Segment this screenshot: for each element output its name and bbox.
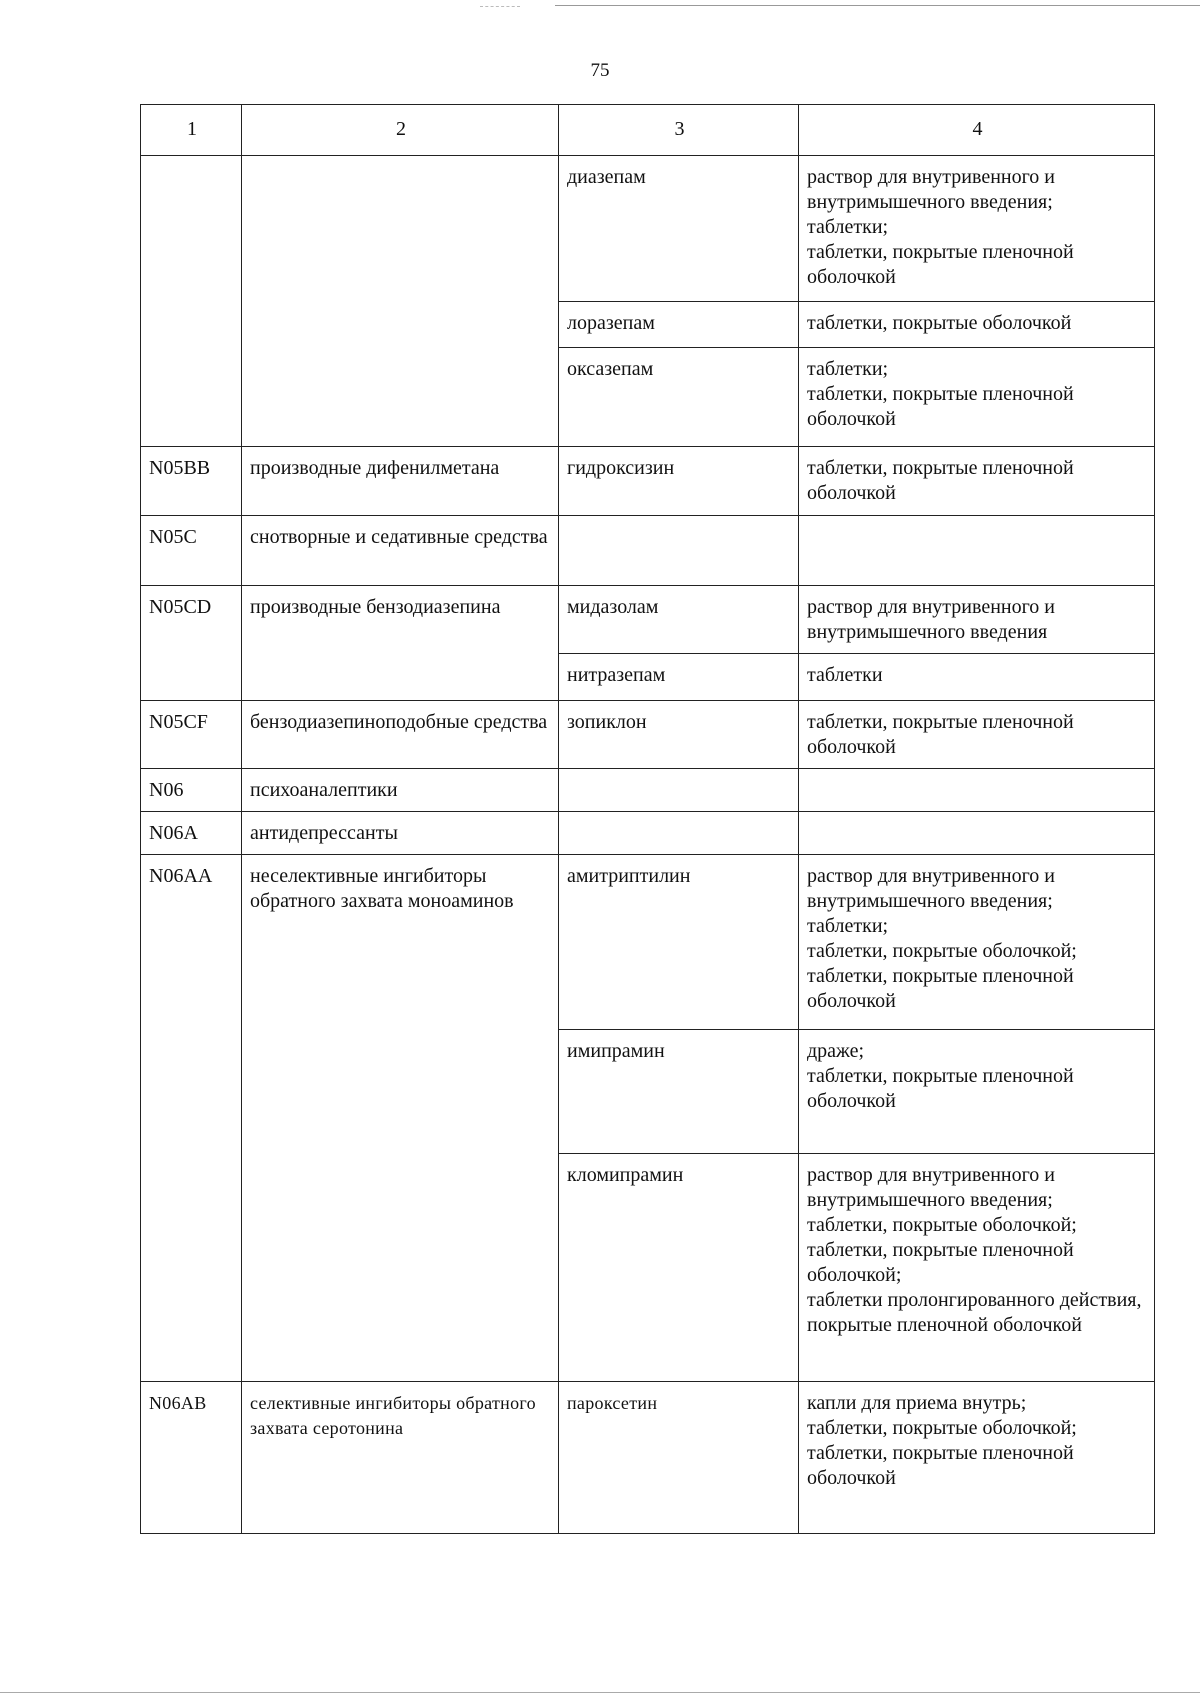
dosage-form: таблетки, покрытые пленочной оболочкой (807, 965, 1074, 1012)
dosage-form: таблетки; (807, 216, 889, 238)
table-row (141, 654, 1155, 701)
forms-cell (799, 812, 1155, 855)
table-row (141, 156, 1155, 302)
drug-cell (559, 516, 799, 586)
drug-cell: амитриптилин (559, 855, 799, 1030)
drug-cell (559, 1382, 799, 1534)
drug-table (140, 104, 1155, 1534)
scan-artifact (480, 6, 520, 7)
dosage-form: таблетки, покрытые оболочкой; (807, 1417, 1077, 1439)
group-cell: психоаналептики (242, 769, 559, 812)
atc-code: N05CF (141, 701, 242, 769)
table-row (141, 516, 1155, 586)
dosage-form: раствор для внутривенного и внутримышечного введения; (807, 166, 1056, 213)
table-row (141, 855, 1155, 1030)
table-row (141, 1030, 1155, 1154)
forms-cell (799, 1382, 1155, 1534)
dosage-form: таблетки, покрытые пленочной оболочкой (807, 711, 1074, 758)
dosage-form: раствор для внутривенного и внутримышечного введения; (807, 1164, 1056, 1211)
drug-cell: диазепам (559, 156, 799, 302)
dosage-form: таблетки; (807, 915, 889, 937)
dosage-form: таблетки, покрытые пленочной оболочкой (807, 241, 1074, 288)
table-row (141, 348, 1155, 447)
forms-cell (799, 654, 1155, 701)
table-row (141, 447, 1155, 516)
group-cell (242, 1382, 559, 1534)
table-row (141, 701, 1155, 769)
dosage-form: таблетки, покрытые пленочной оболочкой (807, 383, 1074, 430)
dosage-form: таблетки, покрытые оболочкой; (807, 1214, 1077, 1236)
dosage-form: таблетки, покрытые оболочкой (807, 312, 1072, 334)
atc-code: N05C (141, 516, 242, 586)
forms-cell (799, 348, 1155, 447)
forms-cell (799, 1154, 1155, 1382)
table-row (141, 302, 1155, 348)
dosage-form: таблетки (807, 664, 883, 686)
header-cell: 2 (242, 105, 559, 156)
table-row (141, 769, 1155, 812)
table-row (141, 812, 1155, 855)
page-number: 75 (590, 60, 610, 81)
code-cell (141, 302, 242, 348)
dosage-form: раствор для внутривенного и внутримышечного введения (807, 596, 1056, 643)
drug-name: пароксетин (567, 1393, 658, 1413)
forms-cell (799, 1030, 1155, 1154)
drug-cell: лоразепам (559, 302, 799, 348)
group-cell: производные бензодиазепина (242, 586, 559, 654)
group-cell (242, 1154, 559, 1382)
drug-cell: гидроксизин (559, 447, 799, 516)
drug-cell: мидазолам (559, 586, 799, 654)
forms-cell (799, 701, 1155, 769)
code-cell (141, 348, 242, 447)
code-cell (141, 1030, 242, 1154)
forms-cell (799, 156, 1155, 302)
dosage-form: капли для приема внутрь; (807, 1392, 1027, 1414)
forms-cell (799, 447, 1155, 516)
group-cell: снотворные и седативные средства (242, 516, 559, 586)
code-cell (141, 156, 242, 302)
drug-cell: нитразепам (559, 654, 799, 701)
atc-code: N06AB (141, 1382, 242, 1534)
group-cell (242, 654, 559, 701)
group-cell (242, 1030, 559, 1154)
drug-cell (559, 812, 799, 855)
atc-code: N06 (141, 769, 242, 812)
code-cell (141, 654, 242, 701)
forms-cell (799, 855, 1155, 1030)
dosage-form: таблетки, покрытые оболочкой; (807, 940, 1077, 962)
atc-code: N05CD (141, 586, 242, 654)
table-row (141, 586, 1155, 654)
group-cell: антидепрессанты (242, 812, 559, 855)
table-row (141, 1154, 1155, 1382)
dosage-form: таблетки, покрытые пленочной оболочкой; (807, 1239, 1074, 1286)
group-name: селективные ингибиторы обратного захвата серотонина (250, 1393, 536, 1438)
group-cell: неселективные ингибиторы обратного захвата моноаминов (242, 855, 559, 1030)
forms-cell (799, 586, 1155, 654)
dosage-form: таблетки; (807, 358, 889, 380)
code-cell (141, 1154, 242, 1382)
dosage-form: таблетки пролонгированного действия, покрытые пленочной оболочкой (807, 1289, 1142, 1336)
table-header-row (141, 105, 1155, 156)
header-cell: 1 (141, 105, 242, 156)
group-cell (242, 156, 559, 302)
atc-code: N05BB (141, 447, 242, 516)
dosage-form: таблетки, покрытые пленочной оболочкой (807, 1442, 1074, 1489)
dosage-form: драже; (807, 1040, 865, 1062)
header-cell: 3 (559, 105, 799, 156)
group-cell: бензодиазепиноподобные средства (242, 701, 559, 769)
dosage-form: раствор для внутривенного и внутримышечного введения; (807, 865, 1056, 912)
group-cell: производные дифенилметана (242, 447, 559, 516)
header-cell: 4 (799, 105, 1155, 156)
drug-cell: кломипрамин (559, 1154, 799, 1382)
forms-cell (799, 516, 1155, 586)
atc-code: N06AA (141, 855, 242, 1030)
drug-cell: имипрамин (559, 1030, 799, 1154)
scan-artifact (0, 1692, 1200, 1693)
scan-artifact (555, 5, 1200, 6)
drug-cell: оксазепам (559, 348, 799, 447)
dosage-form: таблетки, покрытые пленочной оболочкой (807, 457, 1074, 504)
group-cell (242, 302, 559, 348)
table-row (141, 1382, 1155, 1534)
forms-cell (799, 302, 1155, 348)
dosage-form: таблетки, покрытые пленочной оболочкой (807, 1065, 1074, 1112)
group-cell (242, 348, 559, 447)
drug-cell (559, 769, 799, 812)
atc-code: N06A (141, 812, 242, 855)
drug-cell: зопиклон (559, 701, 799, 769)
forms-cell (799, 769, 1155, 812)
